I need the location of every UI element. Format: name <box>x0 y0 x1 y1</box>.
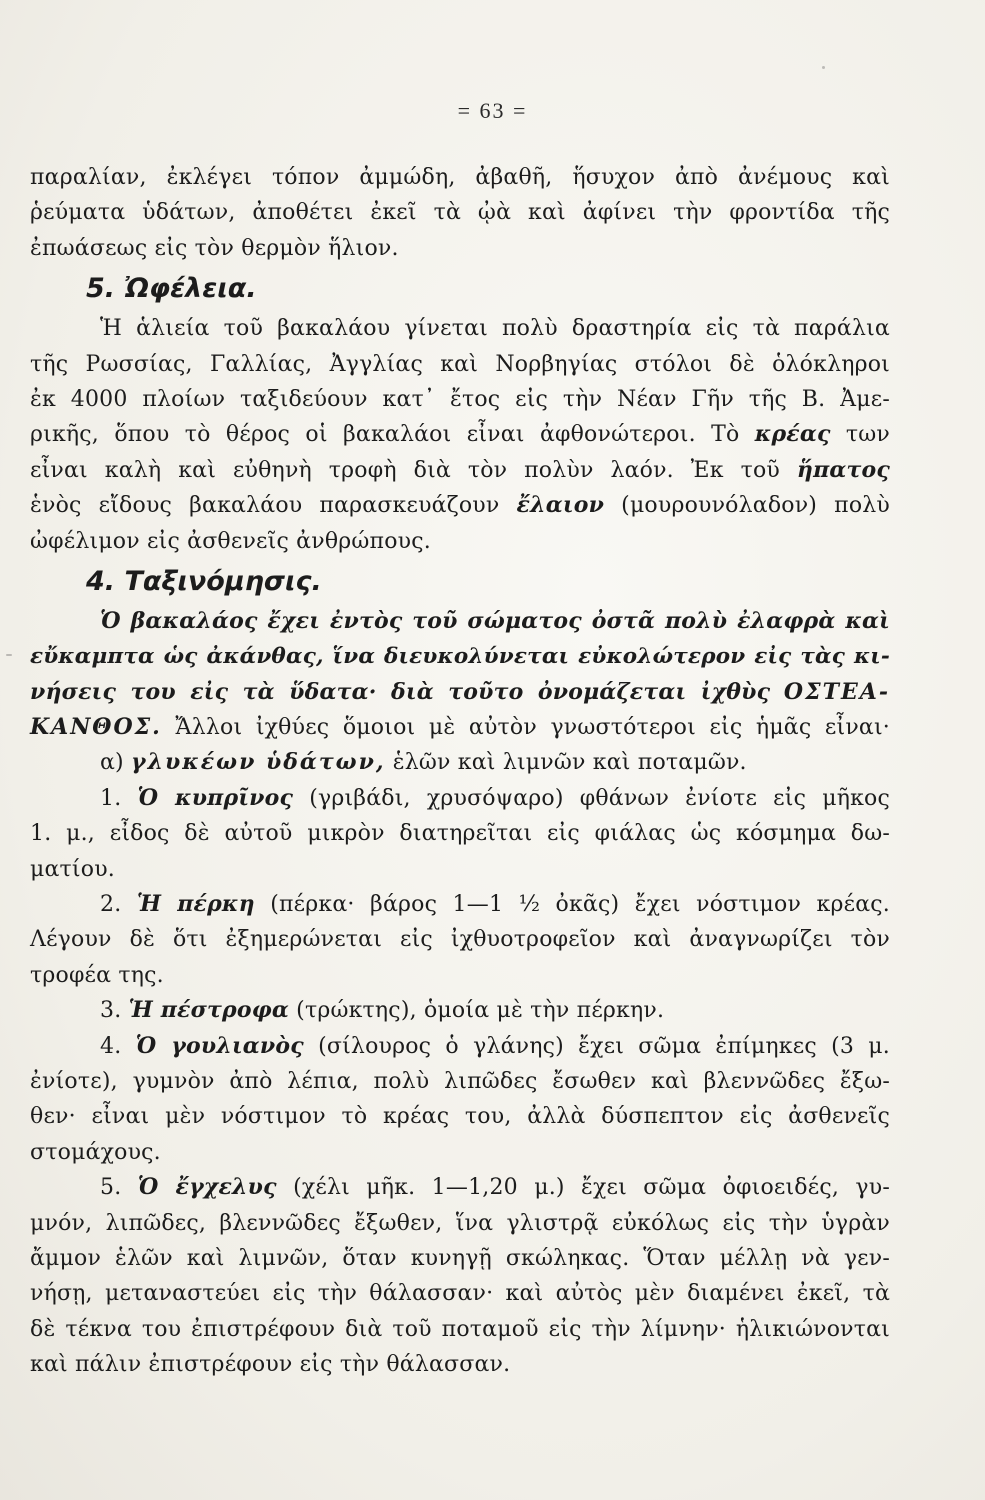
class-line-5 <box>30 745 890 780</box>
list-item-1-line-2: 1. μ., εἶδος δὲ αὐτοῦ μικρὸν διατηρεῖται εἰς φιάλας ὡς κόσμημα δω- <box>30 821 890 847</box>
benefit-line-5 <box>30 453 890 488</box>
benefit-line-2: τῆς Ρωσσίας, Γαλλίας, Ἀγγλίας καὶ Νορβηγίας στόλοι δὲ ὁλόκληροι <box>30 351 890 377</box>
class-line-4 <box>30 710 890 745</box>
class-line-1: Ὁ βακαλάος ἔχει ἐντὸς τοῦ σώματος ὀστᾶ πολὺ ἐλαφρὰ καὶ <box>100 607 890 634</box>
list-item-4-line-4: στομάχους. <box>30 1139 161 1165</box>
item-number: 3. <box>100 998 122 1024</box>
ink-speck <box>822 66 825 69</box>
emphasis-osteacanthos: ΟΣΤΕΑ- <box>783 678 890 705</box>
intro-line-1: παραλίαν, ἐκλέγει τόπον ἀμμώδη, ἀβαθῆ, ἥσυχον ἀπὸ ἀνέμους καὶ <box>30 165 890 190</box>
emphasis-freshwater: γλυκέων ὑδάτων, <box>131 749 386 776</box>
text-run: ἑνὸς εἴδους βακαλάου παρασκευάζουν <box>30 493 500 519</box>
section-heading-benefit: 5. Ὠφέλεια. <box>86 273 257 305</box>
list-item-5-line-2: μνόν, λιπῶδες, βλεννῶδες ἔξωθεν, ἵνα γλιστρᾷ εὐκόλως εἰς τὴν ὑγρὰν <box>30 1210 890 1236</box>
text-run: των <box>845 422 890 448</box>
text-run: (μουρουνόλαδον) πολὺ <box>621 493 890 519</box>
ink-speck <box>6 654 12 656</box>
text-run: εἶναι καλὴ καὶ εὐθηνὴ τροφὴ διὰ τὸν πολὺν λαόν. Ἐκ τοῦ <box>30 457 780 483</box>
emphasis-meat: κρέας <box>754 421 831 448</box>
list-letter: α) <box>100 750 124 776</box>
page-number: = 63 = <box>457 98 528 123</box>
intro-line-2: ῥεύματα ὑδάτων, ἀποθέτει ἐκεῖ τὰ ᾠὰ καὶ ἀφίνει τὴν φροντίδα τῆς <box>30 200 890 226</box>
class-line-3 <box>30 675 890 710</box>
benefit-line-3: ἐκ 4000 πλοίων ταξιδεύουν κατ᾽ ἔτος εἰς τὴν Νέαν Γῆν τῆς Β. Ἀμε- <box>30 386 890 412</box>
text-run: νήσεις του εἰς τὰ ὕδατα· διὰ τοῦτο ὀνομάζεται ἰχθὺς <box>30 678 771 705</box>
class-line-2: εὔκαμπτα ὡς ἀκάνθας, ἵνα διευκολύνεται εὐκολώτερον εἰς τὰς κι- <box>30 644 890 670</box>
text-run: Ἄλλοι ἰχθύες ὅμοιοι μὲ αὐτὸν γνωστότεροι εἰς ἡμᾶς εἶναι· <box>175 715 890 741</box>
fish-name-carp: Ὁ κυπρῖνος <box>137 784 294 811</box>
item-number: 4. <box>100 1033 122 1059</box>
benefit-line-7: ὠφέλιμον εἰς ἀσθενεῖς ἀνθρώπους. <box>30 528 431 554</box>
list-item-3 <box>30 993 890 1028</box>
list-item-5 <box>30 1170 890 1205</box>
list-item-5-line-5: δὲ τέκνα του ἐπιστρέφουν διὰ τοῦ ποταμοῦ εἰς τὴν λίμνην· ἡλικιώνονται <box>30 1316 890 1342</box>
text-run: (χέλι μῆκ. 1—1,20 μ.) ἔχει σῶμα ὀφιοειδές, γυ- <box>293 1175 890 1201</box>
text-run: (πέρκα· βάρος 1—1 ½ ὀκᾶς) ἔχει νόστιμον κρέας. <box>270 892 890 918</box>
item-number: 2. <box>100 892 122 918</box>
list-item-5-line-4: νήσῃ, μεταναστεύει εἰς τὴν θάλασσαν· καὶ αὐτὸς μὲν διαμένει ἐκεῖ, τὰ <box>30 1281 890 1307</box>
fish-name-perch: Ἡ πέρκη <box>136 891 255 918</box>
text-run: ρικῆς, ὅπου τὸ θέρος οἱ βακαλάοι εἶναι ἀφθονώτεροι. Τὸ <box>30 422 740 448</box>
benefit-line-1: Ἡ ἁλιεία τοῦ βακαλάου γίνεται πολὺ δραστηρία εἰς τὰ παράλια <box>100 316 890 342</box>
benefit-line-6 <box>30 488 890 523</box>
list-item-2-line-2: Λέγουν δὲ ὅτι ἐξημερώνεται εἰς ἰχθυοτροφεῖον καὶ ἀναγνωρίζει τὸν <box>30 927 890 953</box>
list-item-4-line-2: ἐνίοτε), γυμνὸν ἀπὸ λέπια, πολὺ λιπῶδες ἔσωθεν καὶ βλεννῶδες ἔξω- <box>30 1068 890 1094</box>
emphasis-osteacanthos-end: ΚΑΝΘΟΣ. <box>30 714 162 741</box>
list-item-2-line-3: τροφέα της. <box>30 962 164 988</box>
item-number: 5. <box>100 1175 122 1201</box>
list-item-5-line-6: καὶ πάλιν ἐπιστρέφουν εἰς τὴν θάλασσαν. <box>30 1352 511 1378</box>
list-item-2 <box>30 887 890 922</box>
intro-line-3: ἐπωάσεως εἰς τὸν θερμὸν ἥλιον. <box>30 235 399 261</box>
list-item-1 <box>30 781 890 816</box>
section-heading-classification: 4. Ταξινόμησις. <box>86 565 322 597</box>
fish-name-trout: Ἡ πέστροφα <box>128 997 289 1024</box>
list-item-1-line-3: ματίου. <box>30 856 115 882</box>
item-number: 1. <box>100 785 122 811</box>
list-item-4-line-3: θεν· εἶναι μὲν νόστιμον τὸ κρέας του, ἀλλὰ δύσπεπτον εἰς ἀσθενεῖς <box>30 1104 890 1130</box>
fish-name-eel: Ὁ ἔγχελυς <box>137 1174 277 1201</box>
emphasis-liver: ἥπατος <box>796 456 890 483</box>
text-run: ἑλῶν καὶ λιμνῶν καὶ ποταμῶν. <box>392 750 747 776</box>
text-run: (σίλουρος ὁ γλάνης) ἔχει σῶμα ἐπίμηκες (3 μ. <box>318 1033 890 1059</box>
text-run: (γριβάδι, χρυσόψαρο) φθάνων ἐνίοτε εἰς μῆκος <box>309 785 890 811</box>
emphasis-oil: ἔλαιον <box>516 492 605 519</box>
list-item-4 <box>30 1029 890 1064</box>
fish-name-catfish: Ὁ γουλιανὸς <box>135 1032 304 1059</box>
page-text <box>30 160 890 1383</box>
benefit-line-4 <box>30 417 890 452</box>
text-run: (τρώκτης), ὁμοία μὲ τὴν πέρκην. <box>296 998 665 1024</box>
list-item-5-line-3: ἄμμον ἑλῶν καὶ λιμνῶν, ὅταν κυνηγῇ σκώληκας. Ὅταν μέλλῃ νὰ γεν- <box>30 1245 890 1271</box>
